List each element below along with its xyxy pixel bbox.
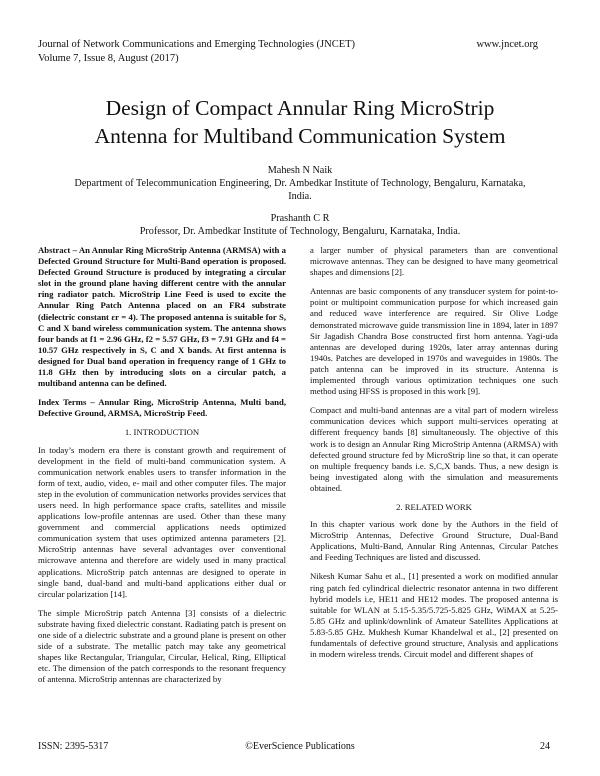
paragraph: Antennas are basic components of any transducer system for point-to-point or multipoint communication purpose for which increased gain and reduced wave interference are required. Sir Olive Lodge demonstrated microwave guide transmission line in 1894, later in 1897 Sir Jagadish Chandra Bose constructed first horn antenna. Yagi-uda antennas are developed during 1920s, later array antennas during 1940s. Patches are developed in 1970s and waveguides in 1980s. The patch antenna can be improved in its structure. Antenna is implemented through various optimization techniques one such method using HFSS is proposed in this work [9]. <box>310 286 558 397</box>
paragraph: In today’s modern era there is constant growth and requirement of development in the field of multi-band communication system. A communication network enables users to transfer information in the form of text, audio, video, e- mail and other computer files. The major step in the evolution of communication networks provides services that users need. In high performance space crafts, satellites and missile applications low-profile antennas are used. Other than these many government and commercial applications needs optimized communication system that uses optimized antenna parameters [2]. MicroStrip antennas have several advantages over conventional microwave antenna and therefore are widely used in many practical applications. MicroStrip patch antennas are designed to operate in single band, dual-band and multi-band applications either dual or circular polarization [14]. <box>38 444 286 599</box>
journal-website[interactable]: www.jncet.org <box>476 39 538 50</box>
journal-volume: Volume 7, Issue 8, August (2017) <box>38 53 179 64</box>
footer-publisher: ©EverScience Publications <box>245 741 355 752</box>
journal-header <box>38 38 355 66</box>
paragraph: Nikesh Kumar Sahu et al., [1] presented a work on modified annular ring patch fed cylindrical dielectric resonator antenna in two different hybrid models i.e, HE11 and HE12 modes. The proposed antenna is suitable for WLAN at 5.15-5.35/5.725-5.825 GHz, WiMAX at 5.25-5.85 GHz and uplink/downlink of Amateur Satellites Applications at 5.83-5.85 GHz. Mukhesh Kumar Khandelwal et al., [2] presented on fundamentals of defective ground structure, Analysis and applications in modern wireless trends. Circuit model and different shapes of <box>310 571 558 660</box>
author-affiliation: Professor, Dr. Ambedkar Institute of Technology, Bengaluru, Karnataka, India. <box>139 226 461 237</box>
title-line-2: Antenna for Multiband Communication System <box>94 124 506 148</box>
journal-name: Journal of Network Communications and Emerging Technologies (JNCET) <box>38 39 356 50</box>
paragraph: The simple MicroStrip patch Antenna [3] consists of a dielectric substrate having fixed dielectric constant. Radiating patch is present on one side of a dielectric substrate and a ground plane is present on other side of a substrate. The metallic patch may take any geometrical shapes like Rectangular, Triangular, Circular, Helical, Ring, Elliptical etc. The dimension of the patch corresponds to the resonant frequency of antenna. MicroStrip antennas are characterized by <box>38 607 286 685</box>
left-column <box>38 245 286 693</box>
author-block-1 <box>40 164 560 203</box>
footer-issn: ISSN: 2395-5317 <box>38 741 109 752</box>
section-heading-related-work: 2. RELATED WORK <box>396 501 472 512</box>
right-column <box>310 245 558 668</box>
title-line-1: Design of Compact Annular Ring MicroStrip <box>105 96 495 120</box>
paragraph: a larger number of physical parameters than are conventional microwave antennas. They can be designed to have many geometrical shapes and dimensions [2]. <box>310 245 558 278</box>
page-number: 24 <box>540 741 550 752</box>
abstract: Abstract – An Annular Ring MicroStrip Antenna (ARMSA) with a Defected Ground Structure for Multi-Band operation is proposed. Defected Ground Structure is produced by integrating a circular slot in the ground plane having different centre with the annular ring radiator patch. MicroStrip Line Feed is used to excite the Annular Ring Patch Antenna placed on an FR4 substrate (dielectric constant εr = 4). The proposed antenna is suitable for S, C and X band wireless communication system. The antenna shows four bands at f1 = 2.96 GHz, f2 = 5.57 GHz, f3 = 7.91 GHz and f4 = 10.57 GHz respectively in S, C and X bands. At first antenna is designed for Dual band operation in frequency range of 1 GHz to 11.8 GHz then by introducing slots on a circular patch, a multiband antenna can be defined. <box>38 245 286 389</box>
paragraph: In this chapter various work done by the Authors in the field of MicroStrip Antennas, Defective Ground Structure, Dual-Band Applications, Multi-Band, Annular Ring Antennas, Circular Patches and Feeding Techniques are listed and discussed. <box>310 519 558 563</box>
index-terms: Index Terms – Annular Ring, MicroStrip Antenna, Multi band, Defective Ground, ARMSA, MicroStrip Feed. <box>38 397 286 419</box>
author-block-2 <box>40 212 560 238</box>
paper-title <box>30 94 570 150</box>
author-name: Prashanth C R <box>270 213 330 224</box>
author-name: Mahesh N Naik <box>267 165 333 176</box>
author-affiliation: India. <box>288 191 312 202</box>
paragraph: Compact and multi-band antennas are a vital part of modern wireless communication devices which support multi-services operating at different frequency bands [8] simultaneously. The objective of this work is to design an Annular Ring MicroStrip Antenna (ARMSA) with defected ground structure fed by MicroStrip line so that, it can operate on multiple frequency bands i.e. S,C,X bands. Thus, a new design is being investigated along with the simulation and measurements obtained. <box>310 405 558 493</box>
section-heading-introduction: 1. INTRODUCTION <box>124 427 200 438</box>
author-affiliation: Department of Telecommunication Engineering, Dr. Ambedkar Institute of Technology, Bengaluru, Karnataka, <box>74 178 526 189</box>
